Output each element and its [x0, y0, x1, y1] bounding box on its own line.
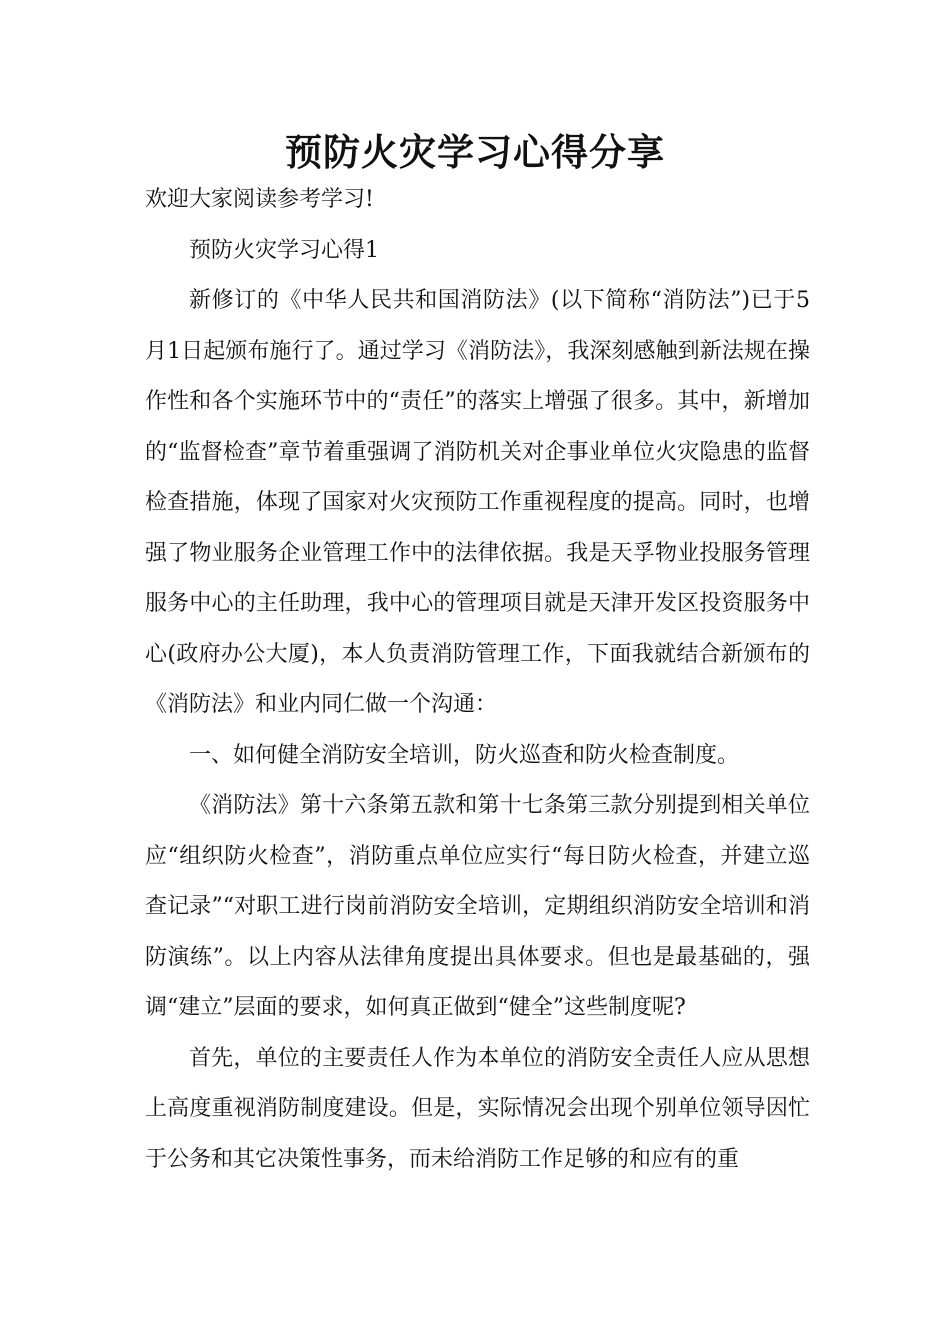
subsection-heading: 一、如何健全消防安全培训，防火巡查和防火检查制度。 — [189, 742, 740, 768]
document-body — [145, 175, 810, 1185]
body-paragraph: 首先，单位的主要责任人作为本单位的消防安全责任人应从思想上高度重视消防制度建设。但是，实际情况会出现个别单位领导因忙于公务和其它决策性事务，而未给消防工作足够的和应有的重 — [145, 1045, 810, 1172]
body-paragraph: 《消防法》第十六条第五款和第十七条第三款分别提到相关单位应“组织防火检查”，消防重点单位应实行“每日防火检查，并建立巡查记录”“对职工进行岗前消防安全培训，定期组织消防安全培训和消防演练”。以上内容从法律角度提出具体要求。但也是最基础的，强调“建立”层面的要求，如何真正做到“健全”这些制度呢? — [145, 793, 810, 1020]
body-paragraph: 新修订的《中华人民共和国消防法》(以下简称“消防法”)已于5月1日起颁布施行了。通过学习《消防法》，我深刻感触到新法规在操作性和各个实施环节中的“责任”的落实上增强了很多。其中，新增加的“监督检查”章节着重强调了消防机关对企事业单位火灾隐患的监督检查措施，体现了国家对火灾预防工作重视程度的提高。同时，也增强了物业服务企业管理工作中的法律依据。我是天孚物业投服务管理服务中心的主任助理，我中心的管理项目就是天津开发区投资服务中心(政府办公大厦)，本人负责消防管理工作，下面我就结合新颁布的《消防法》和业内同仁做一个沟通： — [145, 288, 810, 717]
document-title: 预防火灾学习心得分享 — [285, 131, 665, 174]
section-heading: 预防火灾学习心得1 — [189, 237, 379, 263]
greeting-paragraph: 欢迎大家阅读参考学习! — [145, 187, 374, 212]
